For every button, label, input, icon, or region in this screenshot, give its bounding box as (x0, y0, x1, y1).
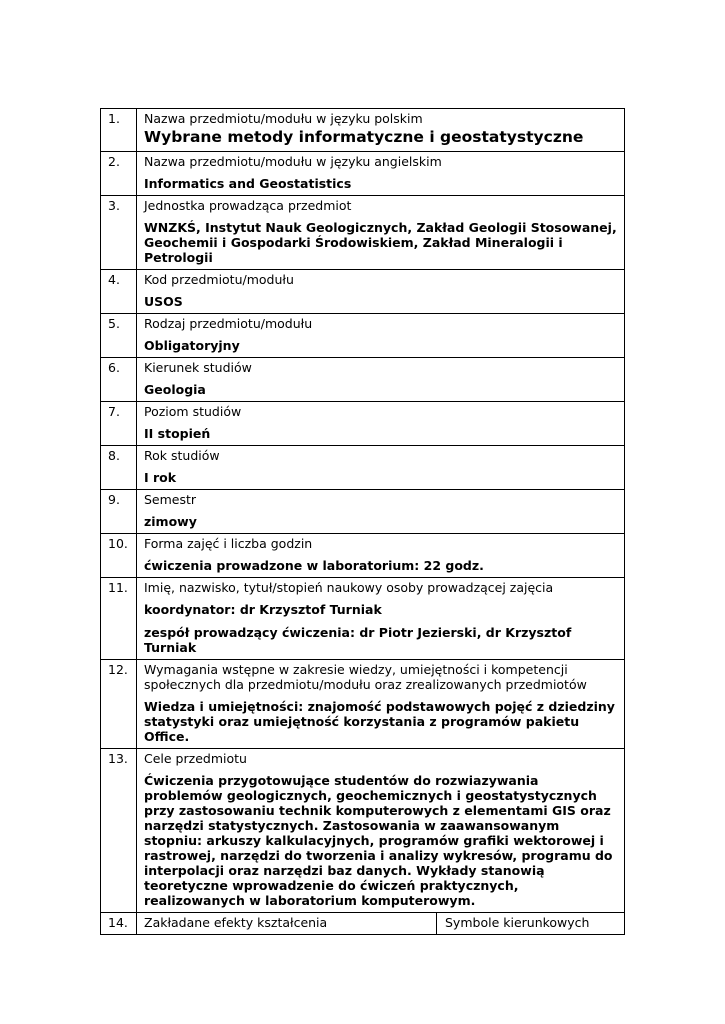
course-objectives: Ćwiczenia przygotowujące studentów do rozwiazywania problemów geologicznych, geochemicznych i geostatystycznych przy zastosowaniu technik komputerowych z elementami GIS oraz narzędzi statystycznych. Zastosowania w zaawansowanym stopniu: arkuszy kalkulacyjnych, programów grafiki wektorowej i rastrowej, narzędzi do tworzenia i analizy wykresów, programu do interpolacji oraz narzędzi baz danych. Wykłady stanowią teoretyczne wprowadzenie do ćwiczeń praktycznych, realizowanych w laboratorium komputerowym. (144, 773, 613, 908)
row-number: 11. (101, 578, 137, 660)
field-label: Imię, nazwisko, tytuł/stopień naukowy osoby prowadzącej zajęcia (144, 580, 554, 595)
row-content (137, 270, 625, 314)
field-symbols-header (437, 913, 625, 935)
table-row (101, 196, 625, 270)
table-row (101, 660, 625, 749)
field-label: Cele przedmiotu (144, 751, 247, 766)
field-label: Symbole kierunkowych (445, 915, 590, 930)
teaching-team: zespół prowadzący ćwiczenia: dr Piotr Jezierski, dr Krzysztof Turniak (144, 625, 572, 655)
row-number: 3. (101, 196, 137, 270)
row-number: 4. (101, 270, 137, 314)
field-label: Kierunek studiów (144, 360, 252, 375)
table-row (101, 152, 625, 196)
row-number: 8. (101, 446, 137, 490)
course-syllabus-table (100, 108, 625, 935)
row-content (137, 109, 625, 152)
learning-outcomes-header (137, 913, 437, 935)
row-content (137, 314, 625, 358)
table-row (101, 314, 625, 358)
field-label: Rodzaj przedmiotu/modułu (144, 316, 313, 331)
row-number: 14. (101, 913, 137, 935)
study-year: I rok (144, 470, 177, 485)
course-name-english: Informatics and Geostatistics (144, 176, 352, 191)
field-label: Zakładane efekty kształcenia (144, 915, 328, 930)
table-row (101, 358, 625, 402)
row-content (137, 402, 625, 446)
table-row (101, 913, 625, 935)
row-content (137, 660, 625, 749)
table-row (101, 490, 625, 534)
table-row (101, 109, 625, 152)
row-number: 12. (101, 660, 137, 749)
row-number: 7. (101, 402, 137, 446)
row-content (137, 196, 625, 270)
course-type: Obligatoryjny (144, 338, 240, 353)
row-content (137, 578, 625, 660)
table-row (101, 578, 625, 660)
field-label: Kod przedmiotu/modułu (144, 272, 294, 287)
row-number: 6. (101, 358, 137, 402)
course-name-polish: Wybrane metody informatyczne i geostatystyczne (144, 128, 584, 146)
field-label: Nazwa przedmiotu/modułu w języku polskim (144, 111, 423, 126)
class-form-hours: ćwiczenia prowadzone w laboratorium: 22 godz. (144, 558, 484, 573)
field-label: Semestr (144, 492, 197, 507)
teaching-unit: WNZKŚ, Instytut Nauk Geologicznych, Zakład Geologii Stosowanej, Geochemii i Gospodarki Środowiskiem, Zakład Mineralogii i Petrologii (144, 220, 617, 265)
row-number: 9. (101, 490, 137, 534)
row-content (137, 490, 625, 534)
field-label: Jednostka prowadząca przedmiot (144, 198, 352, 213)
course-code: USOS (144, 294, 183, 309)
field-label: Wymagania wstępne w zakresie wiedzy, umiejętności i kompetencji społecznych dla przedmiotu/modułu oraz zrealizowanych przedmiotów (144, 662, 587, 692)
semester: zimowy (144, 514, 197, 529)
field-label: Nazwa przedmiotu/modułu w języku angielskim (144, 154, 442, 169)
table-row (101, 270, 625, 314)
table-row (101, 446, 625, 490)
field-label: Rok studiów (144, 448, 220, 463)
table-row (101, 749, 625, 913)
row-number: 13. (101, 749, 137, 913)
table-row (101, 534, 625, 578)
row-number: 1. (101, 109, 137, 152)
row-number: 10. (101, 534, 137, 578)
field-label: Forma zajęć i liczba godzin (144, 536, 313, 551)
row-number: 5. (101, 314, 137, 358)
row-number: 2. (101, 152, 137, 196)
row-content (137, 152, 625, 196)
field-label: Poziom studiów (144, 404, 242, 419)
row-content (137, 749, 625, 913)
study-level: II stopień (144, 426, 211, 441)
prerequisites: Wiedza i umiejętności: znajomość podstawowych pojęć z dziedziny statystyki oraz umiejętność korzystania z programów pakietu Office. (144, 699, 615, 744)
coordinator: koordynator: dr Krzysztof Turniak (144, 602, 382, 617)
table-row (101, 402, 625, 446)
row-content (137, 358, 625, 402)
field-of-study: Geologia (144, 382, 206, 397)
row-content (137, 534, 625, 578)
row-content (137, 446, 625, 490)
